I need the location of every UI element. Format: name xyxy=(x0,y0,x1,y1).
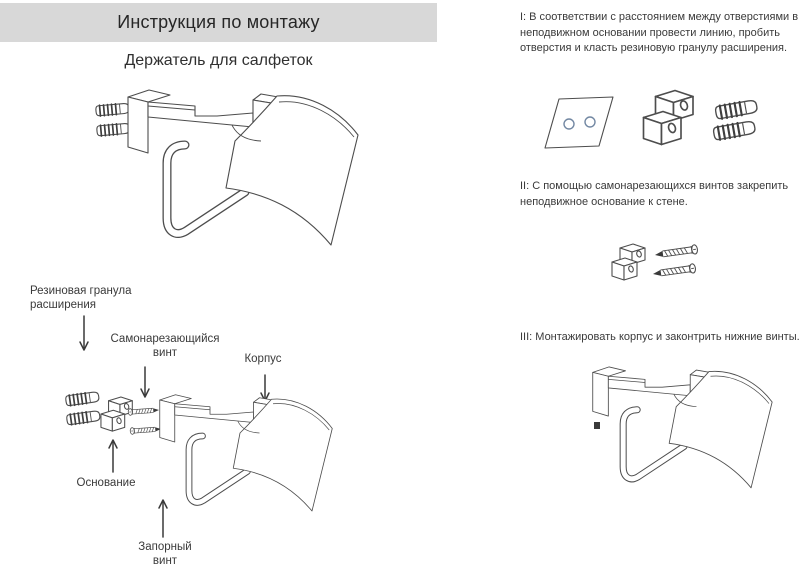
rubber-plug-part xyxy=(65,391,100,425)
step-3-text: III: Монтажировать корпус и законтрить нижние винты. xyxy=(520,331,800,343)
label-body: Корпус xyxy=(244,353,282,365)
step-2-text: II: С помощью самонарезающихся винтов закрепить неподвижное основание к стене. xyxy=(520,180,789,208)
label-rubber-plug: Резиновая гранула расширения xyxy=(30,285,132,311)
holder-body-part xyxy=(160,395,333,511)
wall-dowels-part xyxy=(96,103,131,137)
step-1-diagram xyxy=(530,85,785,170)
exploded-view-diagram xyxy=(20,280,460,572)
base-part xyxy=(101,397,132,431)
lock-screw-part xyxy=(594,422,600,429)
holder-body-part xyxy=(128,90,358,245)
label-lock-screw: Запорный винт xyxy=(138,541,192,567)
step-2-diagram xyxy=(595,233,725,305)
product-subtitle: Держатель для салфеток xyxy=(124,52,313,69)
holder-body-part xyxy=(593,367,772,488)
step-3-diagram xyxy=(560,356,780,508)
label-base: Основание xyxy=(76,477,136,489)
tapping-screws-part xyxy=(128,407,161,435)
assembled-holder-diagram xyxy=(55,78,365,263)
tapping-screws-part xyxy=(652,244,698,278)
base-part xyxy=(612,244,645,280)
base-part xyxy=(644,91,694,145)
label-tapping-screw: Самонарезающийся винт xyxy=(110,333,220,359)
step-1-text: I: В соответствии с расстоянием между отверстиями в неподвижном основании провести линию, пробить отверстия и класть резиновую гранулу расширения. xyxy=(520,11,799,54)
wall-plate-part xyxy=(545,97,613,148)
page-title: Инструкция по монтажу xyxy=(117,12,320,32)
rubber-plug-part xyxy=(713,99,758,140)
title-band xyxy=(0,3,437,42)
